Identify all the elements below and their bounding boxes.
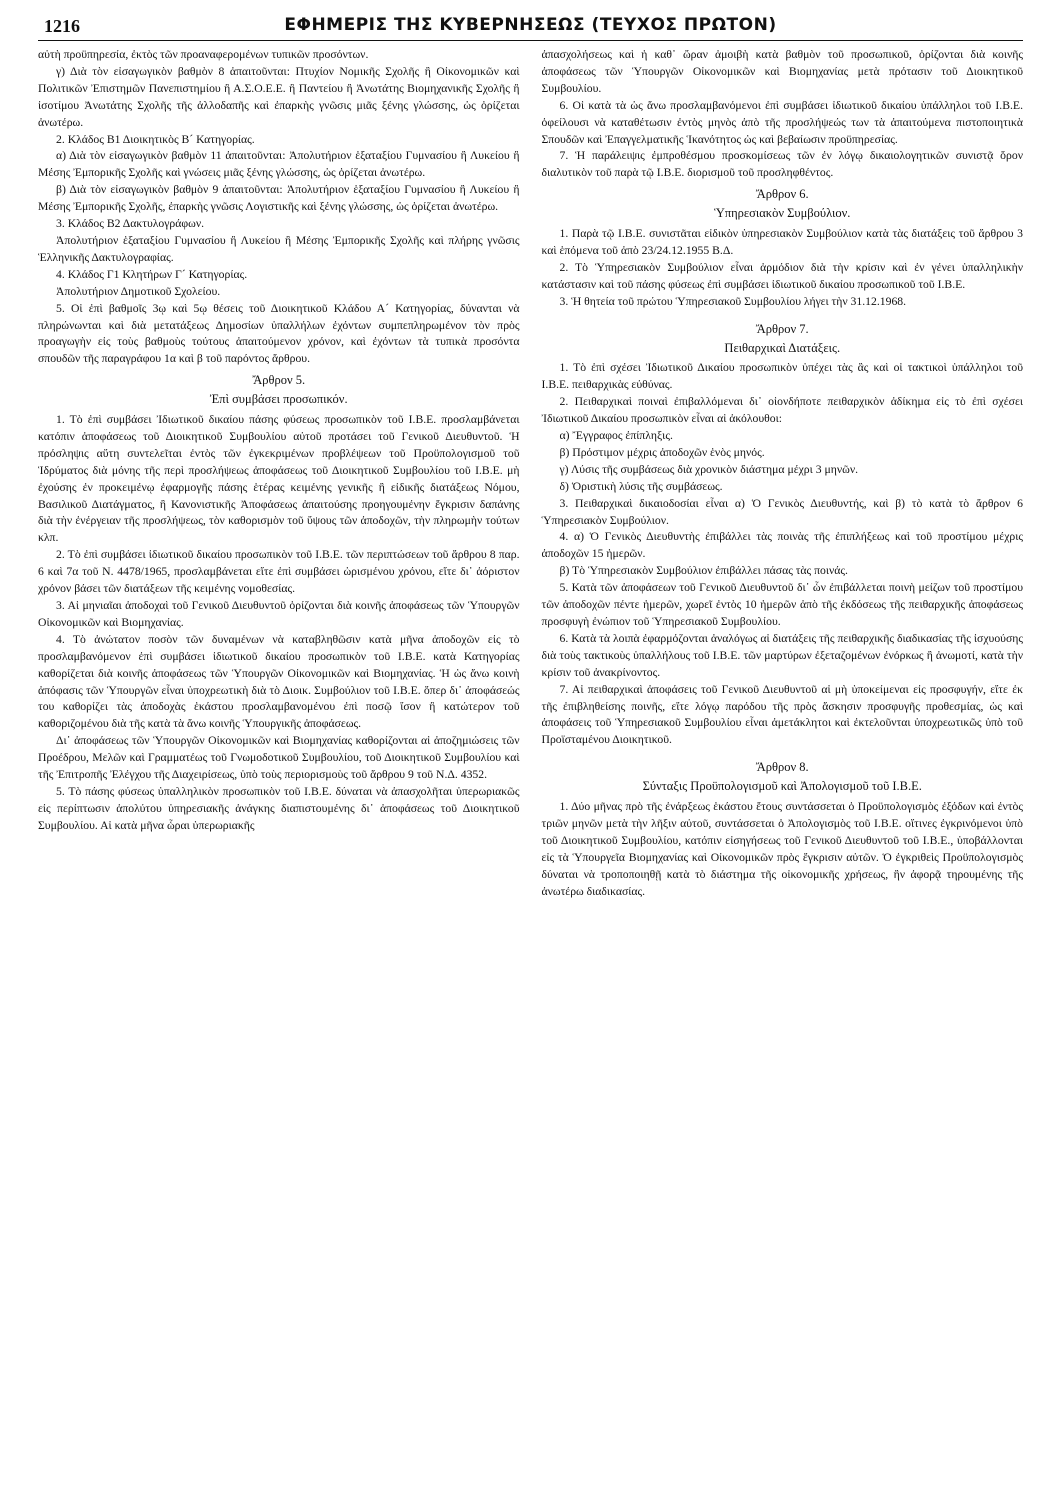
paragraph: β) Τὸ Ὑπηρεσιακὸν Συμβούλιον ἐπιβάλλει πάσας τὰς ποινάς. (559, 564, 848, 578)
right-column (542, 47, 1024, 901)
paragraph: αὐτὴ προϋπηρεσία, ἐκτὸς τῶν προαναφερομένων τυπικῶν προσόντων. (38, 48, 369, 61)
article-5-subtitle: Ἐπὶ συμβάσει προσωπικόν. (209, 392, 348, 407)
paragraph: β) Διὰ τὸν εἰσαγωγικὸν βαθμὸν 9 ἀπαιτοῦνται: Ἀπολυτήριον ἑξαταξίου Γυμνασίου ἢ Λυκείου ἢ Μέσης Ἐμπορικῆς Σχολῆς, ἐπαρκὴς γνῶσις Λογιστικῆς καὶ ξένης γλώσσης, ὡς ὁρίζεται ἀνωτέρω. (38, 183, 520, 214)
article-6-title: Ἄρθρον 6. (755, 187, 809, 202)
paragraph: 7. Αἱ πειθαρχικαὶ ἀποφάσεις τοῦ Γενικοῦ Διευθυντοῦ αἱ μὴ ὑποκείμεναι εἰς προσφυγήν, εἴτε ἐκ τῆς ἐπιβληθείσης ποινῆς, εἴτε λόγῳ παρόδου τῆς πρὸς ἄσκησιν προσφυγῆς προθεσμίας, ὡς καὶ ἀποφάσεις τοῦ Ὑπηρεσιακοῦ Συμβουλίου εἶναι ἀμετάκλητοι καὶ ἐκτελοῦνται ὑποχρεωτικῶς ὑπὸ τοῦ Προϊσταμένου Διοικητικοῦ. (541, 682, 1023, 747)
paragraph: 6. Κατὰ τὰ λοιπὰ ἐφαρμόζονται ἀναλόγως αἱ διατάξεις τῆς πειθαρχικῆς διαδικασίας τῆς ἰσχυούσης διὰ τοὺς τακτικοὺς ὑπαλλήλους τοῦ Ι.Β.Ε. τῶν μαρτύρων ἐξεταζομένων ἐνόρκως ἢ ἀνωμοτί, κατὰ τὴν κρίσιν τοῦ ἀνακρίνοντος. (541, 631, 1023, 679)
paragraph: 3. Ἡ θητεία τοῦ πρώτου Ὑπηρεσιακοῦ Συμβουλίου λήγει τὴν 31.12.1968. (559, 294, 907, 308)
paragraph: 4. α) Ὁ Γενικὸς Διευθυντὴς ἐπιβάλλει τὰς ποινὰς τῆς ἐπιπλήξεως καὶ τοῦ προστίμου μέχρις ἀποδοχῶν 15 ἡμερῶν. (541, 530, 1023, 561)
paragraph: Ἀπολυτήριον ἑξαταξίου Γυμνασίου ἢ Λυκείου ἢ Μέσης Ἐμπορικῆς Σχολῆς καὶ πλήρης γνῶσις Ἑλληνικῆς Δακτυλογραφίας. (38, 233, 520, 264)
paragraph: 3. Αἱ μηνιαῖαι ἀποδοχαὶ τοῦ Γενικοῦ Διευθυντοῦ ὁρίζονται διὰ κοινῆς ἀποφάσεως τῶν Ὑπουργῶν Οἰκονομικῶν καὶ Βιομηχανίας. (38, 599, 520, 629)
paragraph: Δι᾽ ἀποφάσεως τῶν Ὑπουργῶν Οἰκονομικῶν καὶ Βιομηχανίας καθορίζονται αἱ ἀποζημιώσεις τῶν Προέδρου, Μελῶν καὶ Γραμματέως τοῦ Γνωμοδοτικοῦ Συμβουλίου, τοῦ Διοικητικοῦ Συμβουλίου καὶ τῆς Ἐπιτροπῆς Ἐλέγχου τῆς Διαχειρίσεως, ὑπὸ τοὺς περιορισμοὺς τοῦ ἄρθρου 9 τοῦ Ν.Δ. 4352. (38, 734, 520, 782)
article-8-subtitle: Σύνταξις Προϋπολογισμοῦ καὶ Ἀπολογισμοῦ τοῦ Ι.Β.Ε. (642, 779, 922, 794)
paragraph: Ἀπολυτήριον Δημοτικοῦ Σχολείου. (56, 284, 221, 298)
list-item: δ) Ὁριστικὴ λύσις τῆς συμβάσεως. (559, 479, 723, 493)
paragraph: 6. Οἱ κατὰ τὰ ὡς ἄνω προσλαμβανόμενοι ἐπὶ συμβάσει ἰδιωτικοῦ δικαίου ὑπάλληλοι τοῦ Ι.Β.Ε. ὀφείλουσι νὰ καταθέτωσιν ἐντὸς μηνὸς ἀπὸ τῆς προσλήψεώς των τὰ ἀπαιτούμενα πιστοποιητικὰ Σπουδῶν καὶ Ἐπαγγελματικῆς Ἱκανότητος ὡς καὶ βεβαίωσιν προϋπηρεσίας. (541, 98, 1023, 146)
article-5-title: Ἄρθρον 5. (252, 373, 306, 388)
paragraph: 5. Τὸ πάσης φύσεως ὑπαλληλικὸν προσωπικὸν τοῦ Ι.Β.Ε. δύναται νὰ ἀπασχολῆται ὑπερωριακῶς εἰς περίπτωσιν ἀπολύτου ὑπηρεσιακῆς ἀνάγκης διαπιστουμένης δι᾽ ἀποφάσεως τοῦ Διοικητικοῦ Συμβουλίου. Αἱ κατὰ μῆνα ὧραι ὑπερωριακῆς (38, 784, 520, 832)
paragraph: 1. Τὸ ἐπὶ σχέσει Ἰδιωτικοῦ Δικαίου προσωπικὸν ὑπέχει τὰς ἃς καὶ οἱ τακτικοὶ ὑπάλληλοι τοῦ Ι.Β.Ε. πειθαρχικὰς εὐθύνας. (541, 361, 1023, 392)
paragraph: 1. Τὸ ἐπὶ συμβάσει Ἰδιωτικοῦ δικαίου πάσης φύσεως προσωπικὸν τοῦ Ι.Β.Ε. προσλαμβάνεται κατόπιν ἀποφάσεως τοῦ Διοικητικοῦ Συμβουλίου αὐτοῦ προτάσει τοῦ Γενικοῦ Διευθυντοῦ. Ἡ πρόσληψις αὕτη συντελεῖται ἐντὸς τῶν ἐγκεκριμένων προβλέψεων τοῦ Προϋπολογισμοῦ τοῦ Ἱδρύματος διὰ μόνης τῆς περὶ προσλήψεως ἀποφάσεως τοῦ Διοικητικοῦ Συμβουλίου τοῦ Ι.Β.Ε. μὴ ἐχούσης ἐν προκειμένῳ ἐφαρμογῆς πάσης ἑτέρας κειμένης γενικῆς ἢ εἰδικῆς διατάξεως Νόμου, Βασιλικοῦ Διατάγματος, ἢ Κανονιστικῆς Ἀποφάσεως ἀπαιτούσης προηγουμένην ἔγκρισιν δαπάνης διὰ τὴν ἐνέργειαν τῆς προσλήψεως, τὸν καθορισμὸν τοῦ ὕψους τῶν ἀποδοχῶν, τὴν πληρωμὴν τούτων κλπ. (38, 413, 520, 545)
paragraph: 2. Τὸ Ὑπηρεσιακὸν Συμβούλιον εἶναι ἁρμόδιον διὰ τὴν κρίσιν καὶ ἐν γένει ὑπαλληλικὴν κατάστασιν καὶ τοῦ πάσης φύσεως ἐπὶ συμβάσει ἰδιωτικοῦ δικαίου προσωπικοῦ τοῦ Ι.Β.Ε. (541, 260, 1023, 291)
paragraph: ἀπασχολήσεως καὶ ἡ καθ᾽ ὥραν ἀμοιβὴ κατὰ βαθμὸν τοῦ προσωπικοῦ, ὁρίζονται διὰ κοινῆς ἀποφάσεως τῶν Ὑπουργῶν Οἰκονομικῶν καὶ Βιομηχανίας μετὰ πρότασιν τοῦ Διοικητικοῦ Συμβουλίου. (541, 48, 1023, 95)
list-item: γ) Λύσις τῆς συμβάσεως διὰ χρονικὸν διάστημα μέχρι 3 μηνῶν. (559, 462, 859, 476)
article-6-subtitle: Ὑπηρεσιακὸν Συμβούλιον. (714, 206, 851, 221)
list-item: α) Ἔγγραφος ἐπίπληξις. (559, 429, 673, 443)
paragraph: 7. Ἡ παράλειψις ἐμπροθέσμου προσκομίσεως τῶν ἐν λόγῳ δικαιολογητικῶν συνιστᾷ ὅρον διαλυτικὸν τοῦ παρὰ τῷ Ι.Β.Ε. διορισμοῦ τοῦ προσληφθέντος. (541, 149, 1023, 180)
paragraph: 2. Τὸ ἐπὶ συμβάσει ἰδιωτικοῦ δικαίου προσωπικὸν τοῦ Ι.Β.Ε. τῶν περιπτώσεων τοῦ ἄρθρου 8 παρ. 6 καὶ 7α τοῦ Ν. 4478/1965, προσλαμβάνεται εἴτε ἐπὶ συμβάσει ὡρισμένου χρόνου, εἴτε δι᾽ ἀόριστον χρόνον βάσει τῶν διατάξεων τῆς κειμένης νομοθεσίας. (38, 548, 520, 596)
paragraph: 2. Πειθαρχικαὶ ποιναὶ ἐπιβαλλόμεναι δι᾽ οἱονδήποτε πειθαρχικὸν ἀδίκημα εἰς τὸ ἐπὶ σχέσει Ἰδιωτικοῦ Δικαίου προσωπικὸν εἶναι αἱ ἀκόλουθοι: (541, 395, 1023, 426)
article-8-title: Ἄρθρον 8. (755, 760, 809, 775)
section-heading: 4. Κλάδος Γ1 Κλητήρων Γ´ Κατηγορίας. (56, 267, 248, 281)
paragraph: 1. Παρὰ τῷ Ι.Β.Ε. συνιστᾶται εἰδικὸν ὑπηρεσιακὸν Συμβούλιον κατὰ τὰς διατάξεις τοῦ ἄρθρου 3 καὶ ἑπόμενα τοῦ ἀπὸ 23/24.12.1955 Β.Δ. (541, 227, 1023, 257)
paragraph: 5. Κατὰ τῶν ἀποφάσεων τοῦ Γενικοῦ Διευθυντοῦ δι᾽ ὧν ἐπιβάλλεται ποινὴ μείζων τοῦ προστίμου τῶν ἀποδοχῶν πέντε ἡμερῶν, χωρεῖ ἐντὸς 10 ἡμερῶν ἀπὸ τῆς ἐκδόσεως τῆς πειθαρχικῆς ἀποφάσεως προσφυγὴ ἐνώπιον τοῦ Ὑπηρεσιακοῦ Συμβουλίου. (541, 581, 1023, 628)
article-7-title: Ἄρθρον 7. (755, 321, 809, 336)
section-heading: 2. Κλάδος Β1 Διοικητικὸς Β´ Κατηγορίας. (56, 132, 255, 146)
paragraph: γ) Διὰ τὸν εἰσαγωγικὸν βαθμὸν 8 ἀπαιτοῦνται: Πτυχίον Νομικῆς Σχολῆς ἢ Οἰκονομικῶν καὶ Πολιτικῶν Ἐπιστημῶν Πανεπιστημίου ἢ Α.Σ.Ο.Ε.Ε. ἢ Παντείου ἢ Ἀνωτάτης Βιομηχανικῆς Σχολῆς ἢ ἰσοτίμου Ἀνωτάτης Σχολῆς τῆς ἀλλοδαπῆς καὶ ἐπαρκὴς γνῶσις μιᾶς ξένης γλώσσης, ὡς ὁρίζεται ἀνωτέρω. (38, 64, 520, 129)
section-heading: 3. Κλάδος Β2 Δακτυλογράφων. (56, 217, 205, 231)
paragraph: 3. Πειθαρχικαὶ δικαιοδοσίαι εἶναι α) Ὁ Γενικὸς Διευθυντής, καὶ β) τὸ κατὰ τὸ ἄρθρον 6 Ὑπηρεσιακὸν Συμβούλιον. (541, 496, 1023, 527)
page-header (38, 10, 1023, 41)
running-title: ΕΦΗΜΕΡΙΣ ΤΗΣ ΚΥΒΕΡΝΗΣΕΩΣ (ΤΕΥΧΟΣ ΠΡΩΤΟΝ) (284, 15, 777, 35)
list-item: β) Πρόστιμον μέχρις ἀποδοχῶν ἑνὸς μηνός. (559, 445, 765, 459)
text-columns (38, 47, 1023, 901)
page-number: 1216 (44, 16, 80, 36)
paragraph: 1. Δύο μῆνας πρὸ τῆς ἐνάρξεως ἑκάστου ἔτους συντάσσεται ὁ Προϋπολογισμὸς ἐξόδων καὶ ἐντὸς τριῶν μηνῶν μετὰ τὴν λῆξιν αὐτοῦ, συντάσσεται ὁ Ἀπολογισμὸς τοῦ Ι.Β.Ε. οἵτινες ἐγκρινόμενοι ὑπὸ τοῦ Διοικητικοῦ Συμβουλίου, κατόπιν εἰσηγήσεως τοῦ Γενικοῦ Διευθυντοῦ τοῦ Ι.Β.Ε., ὑποβάλλονται εἰς τὰ Ὑπουργεῖα Βιομηχανίας καὶ Οἰκονομικῶν πρὸς ἔγκρισιν αὐτῶν. Ὁ ἐγκριθεὶς Προϋπολογισμὸς δύναται νὰ τροποποιηθῇ κατὰ τὸ διάστημα τῆς οἰκονομικῆς χρήσεως, ἣν ἀφορᾷ τηρουμένης τῆς ἀνωτέρω διαδικασίας. (541, 800, 1023, 898)
paragraph: 5. Οἱ ἐπὶ βαθμοῖς 3ῳ καὶ 5ῳ θέσεις τοῦ Διοικητικοῦ Κλάδου Α´ Κατηγορίας, δύνανται νὰ πληρώνωνται καὶ διὰ μετατάξεως Δημοσίων ὑπαλλήλων ἐχόντων συμπεπληρωμένον τὸν πρὸς προαγωγὴν εἰς τοὺς βαθμοὺς τούτους ἀπαιτούμενον χρόνον, καὶ ἐχόντων τὰ τυπικὰ προσόντα σπουδῶν τῆς παραγράφου 1α καὶ β τοῦ παρόντος ἄρθρου. (38, 301, 520, 366)
paragraph: α) Διὰ τὸν εἰσαγωγικὸν βαθμὸν 11 ἀπαιτοῦνται: Ἀπολυτήριον ἑξαταξίου Γυμνασίου ἢ Λυκείου ἢ Μέσης Ἐμπορικῆς Σχολῆς καὶ γνώσεις μιᾶς ξένης γλώσσης, ὡς ὁρίζεται ἀνωτέρω. (38, 149, 520, 180)
paragraph: 4. Τὸ ἀνώτατον ποσὸν τῶν δυναμένων νὰ καταβληθῶσιν κατὰ μῆνα ἀποδοχῶν εἰς τὸ προσλαμβανόμενον ἐπὶ συμβάσει ἰδιωτικοῦ δικαίου προσωπικὸν τοῦ Ι.Β.Ε. κατὰ Κατηγορίας καθορίζεται διὰ κοινῆς ἀποφάσεως τῶν Ὑπουργῶν Οἰκονομικῶν καὶ Βιομηχανίας. Ἡ ὡς ἄνω κοινὴ ἀπόφασις τῶν Ὑπουργῶν εἶναι ὑποχρεωτικὴ διὰ τὸ Διοικ. Συμβούλιον τοῦ Ι.Β.Ε. ὅπερ δι᾽ ἀποφάσεώς του καθορίζει τὰς ἀποδοχὰς ἑκάστου προσλαμβανομένου ἐπὶ ποσῷ ἴσον ἢ κατώτερον τοῦ καθοριζομένου διὰ τῆς κατὰ τὰ ἄνω κοινῆς Ὑπουργικῆς ἀποφάσεως. (38, 632, 520, 731)
left-column (38, 47, 520, 901)
article-7-subtitle: Πειθαρχικαὶ Διατάξεις. (724, 340, 841, 355)
